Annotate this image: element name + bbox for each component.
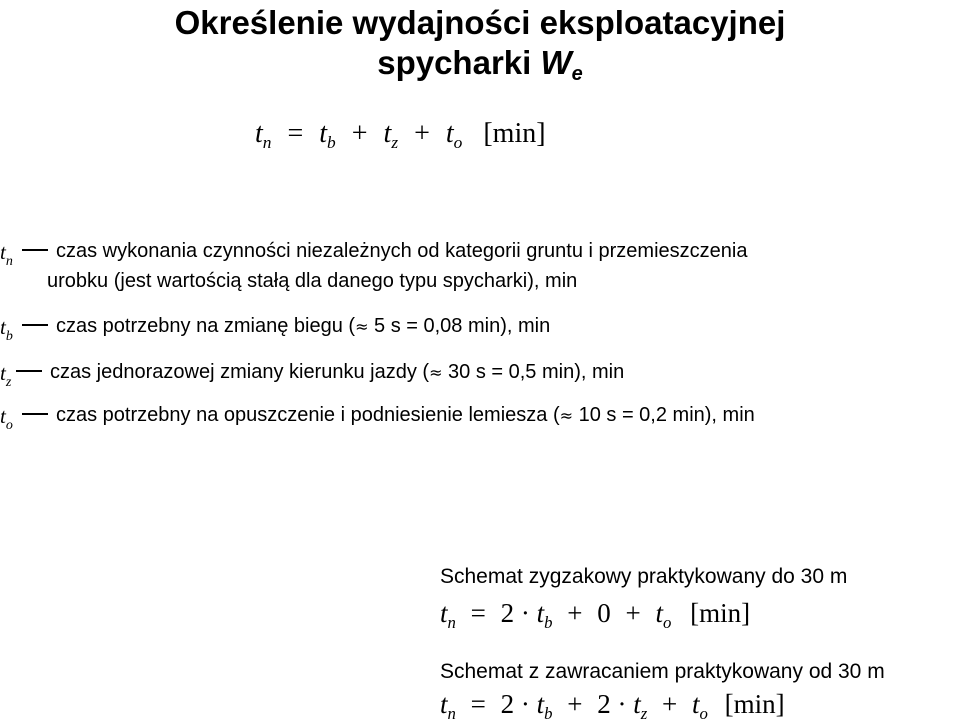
formula-lhs-sub: n	[447, 703, 456, 723]
formula-plus: +	[625, 598, 641, 628]
formula-lhs-sub: n	[262, 133, 272, 153]
definition-symbol-letter: t	[0, 240, 6, 264]
title-line-2	[0, 42, 960, 95]
formula-equals: =	[287, 118, 304, 149]
definition-text-line-2: urobku (jest wartością stałą dla danego typu spycharki), min	[47, 270, 578, 292]
formula-term: t	[633, 689, 641, 719]
formula-equals: =	[470, 689, 486, 719]
approx-symbol: ≈	[559, 406, 574, 425]
definition-symbol	[0, 361, 11, 391]
formula-term-2-sub: z	[391, 133, 399, 153]
definition-text	[22, 404, 755, 427]
definition-symbol-sub: n	[5, 254, 13, 269]
definition-text-after: 10 s = 0,2 min), min	[573, 404, 755, 426]
definition-text	[22, 315, 550, 338]
scheme-zigzag-formula	[440, 598, 750, 633]
formula-coefficient: 2	[500, 598, 515, 628]
definition-symbol	[0, 404, 13, 434]
definition-text-after: 5 s = 0,08 min), min	[368, 315, 551, 337]
definition-text: czas wykonania czynności niezależnych od kategorii gruntu i przemieszczenia	[56, 240, 748, 262]
formula-plus: +	[567, 598, 583, 628]
formula-dot: ·	[617, 689, 627, 719]
formula-dot: ·	[520, 598, 530, 628]
scheme-turnaround-formula	[440, 689, 785, 724]
formula-plus: +	[662, 689, 678, 719]
approx-symbol: ≈	[429, 363, 443, 382]
dash	[22, 324, 48, 326]
formula-lhs: t	[440, 598, 448, 628]
definition-text-after: 30 s = 0,5 min), min	[442, 361, 625, 383]
formula-term: t	[536, 598, 545, 628]
formula-unit: [min]	[483, 118, 546, 149]
formula-term-1: t	[319, 118, 328, 149]
definition-symbol-sub: o	[5, 418, 13, 433]
formula-lhs: t	[440, 689, 448, 719]
formula-coefficient: 2	[500, 689, 515, 719]
definition-symbol-letter: t	[0, 361, 6, 385]
formula-plus-1: +	[351, 118, 368, 149]
formula-term-sub: z	[640, 703, 648, 723]
formula-equals: =	[470, 598, 486, 628]
formula-term-sub: b	[544, 703, 553, 723]
scheme-turnaround-label: Schemat z zawracaniem praktykowany od 30 m	[440, 660, 885, 683]
definition-symbol	[0, 240, 13, 270]
definition-text	[16, 361, 624, 384]
formula-term-sub: o	[663, 612, 672, 632]
formula-term: t	[692, 689, 700, 719]
title-symbol-sub: e	[571, 63, 583, 85]
formula-term: t	[655, 598, 663, 628]
formula-term-sub: b	[544, 612, 553, 632]
definition-text-before: czas potrzebny na zmianę biegu (	[56, 315, 356, 337]
formula-plus: +	[567, 689, 583, 719]
formula-dot: ·	[520, 689, 530, 719]
formula-term-3-sub: o	[453, 133, 463, 153]
formula-term-3: t	[445, 118, 454, 149]
title-line-2-text: spycharki	[377, 44, 541, 81]
formula-term: t	[536, 689, 545, 719]
dash	[22, 413, 48, 415]
title-line-1: Określenie wydajności eksploatacyjnej	[174, 4, 786, 41]
main-formula	[255, 118, 546, 153]
formula-unit: [min]	[690, 598, 751, 628]
formula-term-2: t	[383, 118, 392, 149]
definition-symbol-letter: t	[0, 404, 6, 428]
definition-text-before: czas potrzebny na opuszczenie i podniesienie lemiesza (	[56, 404, 560, 426]
dash	[16, 370, 42, 372]
formula-term-1-sub: b	[327, 133, 336, 153]
formula-plus-2: +	[414, 118, 430, 149]
definition-symbol-letter: t	[0, 315, 6, 339]
approx-symbol: ≈	[355, 317, 369, 336]
definition-symbol-sub: b	[5, 329, 13, 344]
title-symbol: W	[540, 44, 572, 81]
formula-coefficient: 2	[597, 689, 611, 719]
formula-unit: [min]	[724, 689, 785, 719]
formula-zero: 0	[597, 598, 611, 628]
definition-symbol-sub: z	[5, 375, 12, 390]
definition-text-before: czas jednorazowej zmiany kierunku jazdy (	[50, 361, 430, 383]
dash	[22, 249, 48, 251]
formula-lhs: t	[255, 118, 263, 149]
definition-text-line-1	[22, 240, 747, 263]
formula-lhs-sub: n	[447, 612, 456, 632]
scheme-zigzag-label: Schemat zygzakowy praktykowany do 30 m	[440, 565, 848, 588]
formula-term-sub: o	[699, 703, 708, 723]
definition-symbol	[0, 315, 13, 345]
